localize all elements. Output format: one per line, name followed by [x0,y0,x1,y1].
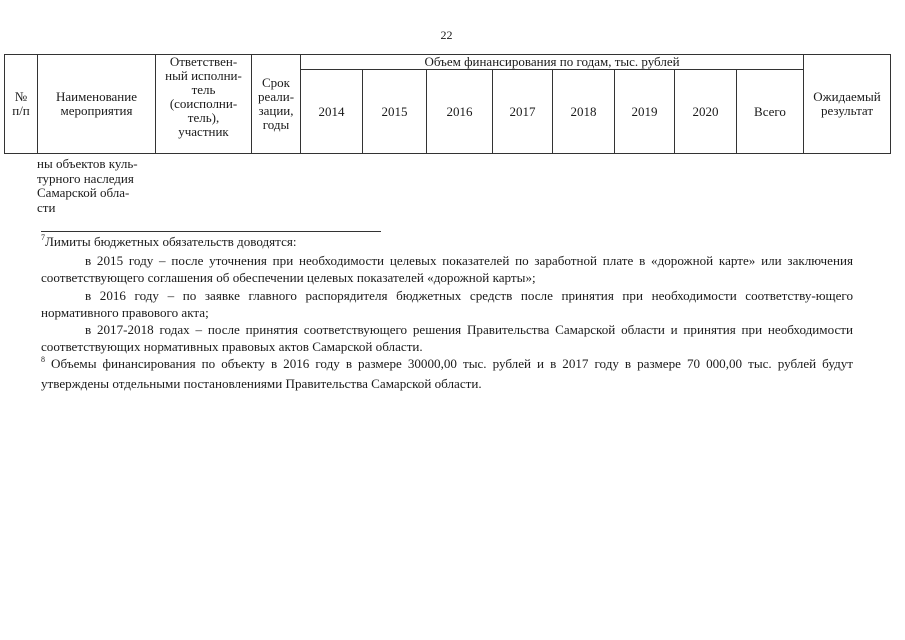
year-2016-header: 2016 [427,70,493,154]
footnote-separator [41,231,381,232]
footnote-7-item-2015: в 2015 году – после уточнения при необходимости целевых показателей по заработной плате в «дорожной карте» или заключения соответствующего соглашения об обеспечении целевых показателей «дорожной карты»; [41,253,853,286]
funding-table-header [4,54,891,154]
column-header-result: Ожидаемый результат [804,55,891,154]
year-2020-header: 2020 [675,70,737,154]
column-header-name: Наименование мероприятия [38,55,156,154]
funding-group-header: Объем финансирования по годам, тыс. рублей [301,55,804,70]
footnote-mark: 8 [41,355,45,365]
footnote-7-item-2016: в 2016 году – по заявке главного распорядителя бюджетных средств после принятия при необходимости соответству-ющего нормативного правового акта; [41,287,853,320]
footnote-8: $^8$ Объемы финансирования по объекту в 2016 году в размере 30000,00 тыс. рублей и в 2017 году в размере 70 000,00 тыс. рублей будут утверждены отдельными постановлениями Правительства Самарской области. [41,355,853,391]
year-2019-header: 2019 [615,70,675,154]
column-header-number: № п/п [5,55,38,154]
total-header: Всего [737,70,804,154]
footnote-7-item-2017-2018: в 2017-2018 годах – после принятия соответствующего решения Правительства Самарской области и принятия при необходимости соответствующих нормативных правовых актов Самарской области. [41,322,853,355]
footnotes [41,233,853,392]
year-2018-header: 2018 [553,70,615,154]
continued-cell-text: ны объектов куль- турного наследия Самарской обла- сти [37,156,138,215]
year-2014-header: 2014 [301,70,363,154]
footnote-7-intro: $^7$Лимиты бюджетных обязательств доводятся: [41,233,297,249]
footnote-mark: 7 [41,233,45,242]
page-number: 22 [440,28,453,42]
year-2017-header: 2017 [493,70,553,154]
year-2015-header: 2015 [363,70,427,154]
column-header-term: Срок реали- зации, годы [252,55,301,154]
column-header-responsible: Ответствен- ный исполни- тель (соисполни- тель), участник [156,55,252,154]
